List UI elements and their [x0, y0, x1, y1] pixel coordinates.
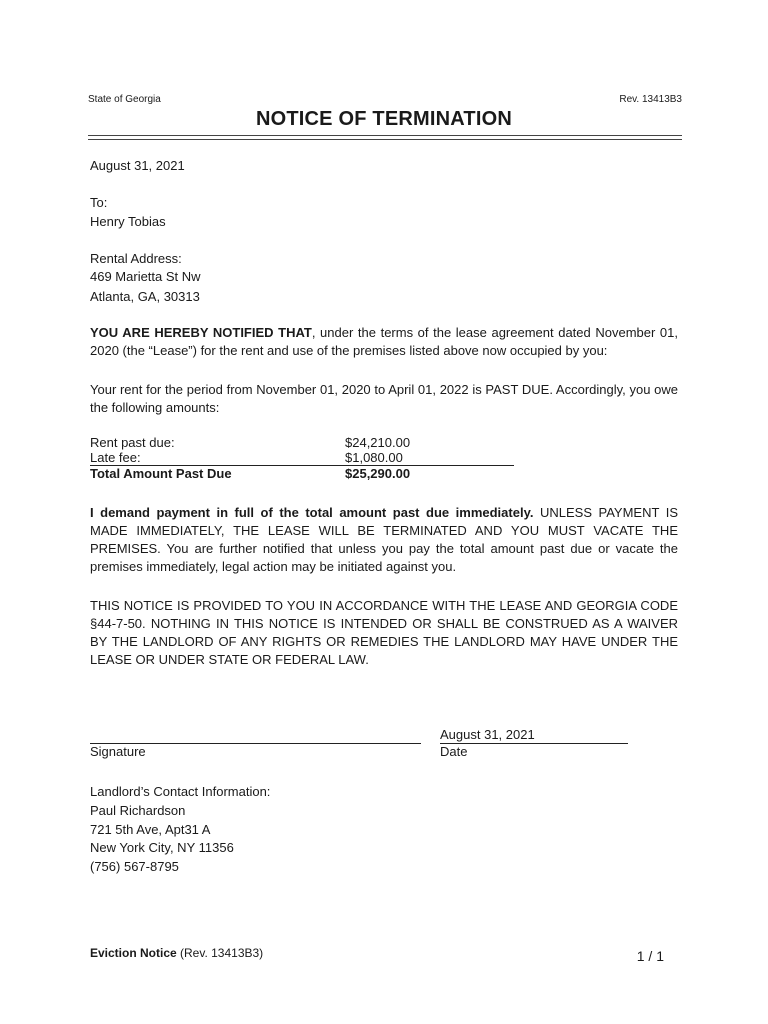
rent-past-due-label: Rent past due:: [90, 435, 175, 450]
tenant-name: Henry Tobias: [90, 214, 166, 229]
notice-paragraph: [90, 324, 678, 360]
signature-label: Signature: [90, 744, 146, 759]
demand-lead: I demand payment in full of the total amount past due immediately.: [90, 505, 534, 520]
demand-paragraph: [90, 504, 678, 576]
landlord-contact-label: Landlord’s Contact Information:: [90, 784, 271, 799]
revision-label: Rev. 13413B3: [619, 94, 682, 105]
legal-paragraph: THIS NOTICE IS PROVIDED TO YOU IN ACCORDANCE WITH THE LEASE AND GEORGIA CODE §44-7-50. NOTHING IN THIS NOTICE IS INTENDED OR SHALL BE CONSTRUED AS A WAIVER BY THE LANDLORD OF ANY RIGHTS OR REMEDIES THE LANDLORD MAY HAVE UNDER THE LEASE OR UNDER STATE OR FEDERAL LAW.: [90, 598, 678, 667]
date-label: Date: [440, 744, 468, 759]
document-title: NOTICE OF TERMINATION: [255, 108, 513, 130]
notice-text: , under the terms of the lease agreement dated November 01, 2020 (the “Lease”) for the rent and use of the premises listed above now occupied by you:: [90, 325, 678, 358]
landlord-address2: New York City, NY 11356: [90, 840, 234, 855]
rental-address-line1: 469 Marietta St Nw: [90, 269, 201, 284]
rent-past-due-row: [90, 435, 514, 450]
rental-address-label: Rental Address:: [90, 251, 182, 266]
landlord-phone: (756) 567-8795: [90, 859, 179, 874]
notice-date: August 31, 2021: [90, 158, 185, 173]
state-label: State of Georgia: [88, 94, 161, 105]
notice-lead: YOU ARE HEREBY NOTIFIED THAT: [90, 325, 312, 340]
late-fee-label: Late fee:: [90, 450, 141, 465]
footer-doc-name: Eviction Notice: [90, 946, 177, 960]
total-row: [90, 465, 514, 481]
title-rule-bottom: [88, 139, 682, 140]
total-label: Total Amount Past Due: [90, 466, 232, 481]
to-label: To:: [90, 195, 108, 210]
landlord-name: Paul Richardson: [90, 803, 186, 818]
late-fee-value: $1,080.00: [345, 450, 403, 465]
total-value: $25,290.00: [345, 466, 411, 481]
title-rule-top: [88, 135, 682, 136]
rent-paragraph: Your rent for the period from November 01, 2020 to April 01, 2022 is PAST DUE. Accordingly, you owe the following amounts:: [90, 382, 678, 415]
footer-doc-rev: (Rev. 13413B3): [176, 946, 264, 960]
late-fee-row: [90, 450, 514, 465]
rent-past-due-value: $24,210.00: [345, 435, 411, 450]
page-number: 1 / 1: [636, 948, 664, 964]
landlord-address1: 721 5th Ave, Apt31 A: [90, 822, 211, 837]
footer-doc-label: [90, 946, 263, 960]
signature-date-value: August 31, 2021: [440, 727, 535, 742]
rental-address-line2: Atlanta, GA, 30313: [90, 289, 200, 304]
date-line: [440, 743, 628, 744]
demand-text: UNLESS PAYMENT IS MADE IMMEDIATELY, THE LEASE WILL BE TERMINATED AND YOU MUST VACATE THE PREMISES. You are further notified that unless you pay the total amount past due or vacate the premises immediately, legal action may be initiated against you.: [90, 505, 678, 574]
